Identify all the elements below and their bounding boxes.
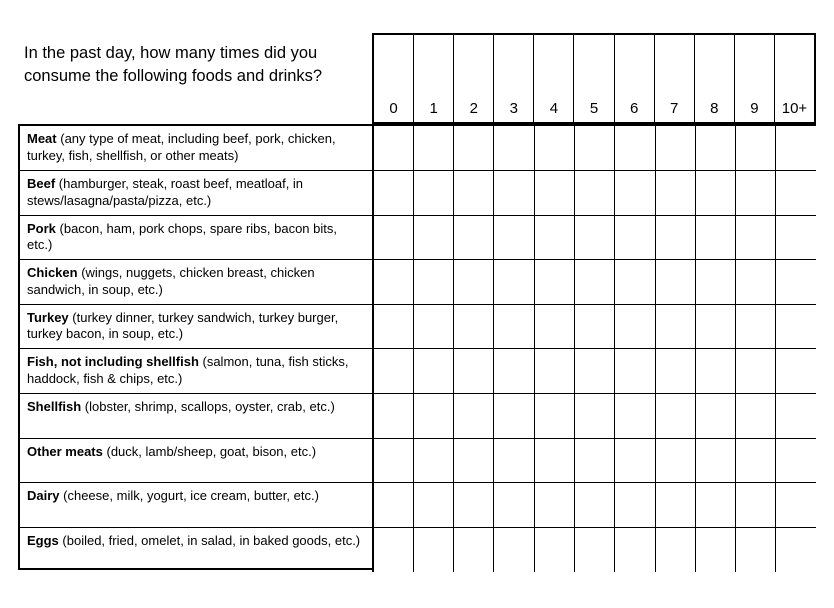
response-cell-2[interactable] <box>454 215 494 260</box>
response-cell-9[interactable] <box>736 304 776 349</box>
response-cell-7[interactable] <box>655 260 695 305</box>
response-cell-9[interactable] <box>736 394 776 439</box>
food-item-name: Shellfish <box>27 399 82 415</box>
food-item-label <box>20 394 373 439</box>
food-item-label <box>20 483 373 528</box>
response-cell-9[interactable] <box>736 215 776 260</box>
food-item-name: Chicken <box>27 265 78 281</box>
response-cell-10plus[interactable] <box>776 304 816 349</box>
response-cell-4[interactable] <box>534 304 574 349</box>
response-cell-8[interactable] <box>695 349 735 394</box>
response-cell-1[interactable] <box>413 483 453 528</box>
response-cell-8[interactable] <box>695 483 735 528</box>
food-item-label <box>20 527 373 572</box>
response-cell-10plus[interactable] <box>776 126 816 171</box>
response-cell-6[interactable] <box>615 438 655 483</box>
response-cell-7[interactable] <box>655 215 695 260</box>
food-item-label <box>20 304 373 349</box>
response-cell-5[interactable] <box>574 126 614 171</box>
response-cell-5[interactable] <box>574 527 614 572</box>
response-cell-10plus[interactable] <box>776 483 816 528</box>
response-cell-7[interactable] <box>655 483 695 528</box>
response-cell-1[interactable] <box>413 438 453 483</box>
food-item-label <box>20 438 373 483</box>
response-cell-3[interactable] <box>494 126 534 171</box>
response-cell-1[interactable] <box>413 260 453 305</box>
response-cell-2[interactable] <box>454 171 494 216</box>
scale-header <box>372 33 816 124</box>
scale-column-header-6: 6 <box>615 35 655 122</box>
food-item-examples: (lobster, shrimp, scallops, oyster, crab, etc.) <box>81 399 335 415</box>
response-cell-0[interactable] <box>373 438 413 483</box>
response-cell-0[interactable] <box>373 126 413 171</box>
response-cell-0[interactable] <box>373 304 413 349</box>
table-row <box>20 438 816 483</box>
response-cell-9[interactable] <box>736 483 776 528</box>
response-cell-6[interactable] <box>615 260 655 305</box>
food-item-examples: (duck, lamb/sheep, goat, bison, etc.) <box>102 443 317 459</box>
response-cell-10plus[interactable] <box>776 260 816 305</box>
response-cell-3[interactable] <box>494 527 534 572</box>
response-cell-10plus[interactable] <box>776 215 816 260</box>
response-cell-3[interactable] <box>494 349 534 394</box>
food-item-examples: (salmon, tuna, fish sticks, haddock, fish & chips, etc.) <box>27 354 349 386</box>
food-item-name: Meat <box>27 131 57 146</box>
food-item-name: Other meats <box>27 443 103 459</box>
food-item-name: Fish, not including shellfish <box>27 354 199 370</box>
response-cell-5[interactable] <box>574 438 614 483</box>
response-cell-6[interactable] <box>615 483 655 528</box>
response-cell-4[interactable] <box>534 527 574 572</box>
response-cell-2[interactable] <box>454 260 494 305</box>
table-row <box>20 304 816 349</box>
response-cell-9[interactable] <box>736 438 776 483</box>
response-cell-3[interactable] <box>494 438 534 483</box>
response-cell-8[interactable] <box>695 260 735 305</box>
response-cell-8[interactable] <box>695 126 735 171</box>
food-item-examples: (bacon, ham, pork chops, spare ribs, bacon bits, etc.) <box>27 220 337 253</box>
response-cell-0[interactable] <box>373 215 413 260</box>
response-cell-7[interactable] <box>655 304 695 349</box>
response-cell-10plus[interactable] <box>776 349 816 394</box>
response-cell-6[interactable] <box>615 304 655 349</box>
response-cell-4[interactable] <box>534 438 574 483</box>
response-cell-5[interactable] <box>574 304 614 349</box>
response-cell-7[interactable] <box>655 394 695 439</box>
response-cell-7[interactable] <box>655 349 695 394</box>
response-cell-6[interactable] <box>615 126 655 171</box>
response-cell-10plus[interactable] <box>776 171 816 216</box>
response-cell-5[interactable] <box>574 171 614 216</box>
question-prompt: In the past day, how many times did you consume the following foods and drinks? <box>24 44 323 85</box>
table-row <box>20 260 816 305</box>
response-cell-2[interactable] <box>454 304 494 349</box>
response-cell-8[interactable] <box>695 527 735 572</box>
response-cell-3[interactable] <box>494 394 534 439</box>
response-cell-9[interactable] <box>736 527 776 572</box>
response-cell-2[interactable] <box>454 438 494 483</box>
response-cell-10plus[interactable] <box>776 527 816 572</box>
food-item-examples: (hamburger, steak, roast beef, meatloaf, in stews/lasagna/pasta/pizza, etc.) <box>27 176 304 208</box>
response-cell-3[interactable] <box>494 304 534 349</box>
table-row <box>20 215 816 260</box>
response-cell-4[interactable] <box>534 394 574 439</box>
response-cell-6[interactable] <box>615 527 655 572</box>
table-row <box>20 394 816 439</box>
response-cell-0[interactable] <box>373 260 413 305</box>
response-cell-0[interactable] <box>373 394 413 439</box>
response-cell-5[interactable] <box>574 260 614 305</box>
table-row <box>20 171 816 216</box>
response-cell-7[interactable] <box>655 527 695 572</box>
food-item-label <box>20 171 373 216</box>
table-row <box>20 126 816 171</box>
response-cell-5[interactable] <box>574 483 614 528</box>
response-cell-8[interactable] <box>695 438 735 483</box>
food-item-name: Turkey <box>27 309 69 325</box>
response-table-body <box>20 126 816 572</box>
response-cell-4[interactable] <box>534 171 574 216</box>
response-cell-5[interactable] <box>574 215 614 260</box>
response-cell-3[interactable] <box>494 260 534 305</box>
response-cell-8[interactable] <box>695 171 735 216</box>
response-cell-4[interactable] <box>534 215 574 260</box>
response-cell-6[interactable] <box>615 394 655 439</box>
response-cell-1[interactable] <box>413 304 453 349</box>
food-item-label <box>20 126 373 171</box>
scale-column-header-4: 4 <box>534 35 574 122</box>
food-item-name: Beef <box>27 176 56 192</box>
response-cell-1[interactable] <box>413 171 453 216</box>
scale-column-header-10plus: 10+ <box>781 100 808 117</box>
response-cell-7[interactable] <box>655 126 695 171</box>
response-cell-9[interactable] <box>736 126 776 171</box>
response-cell-6[interactable] <box>615 215 655 260</box>
table-row <box>20 483 816 528</box>
scale-column-header-7: 7 <box>655 35 695 122</box>
response-cell-6[interactable] <box>615 349 655 394</box>
response-cell-4[interactable] <box>534 260 574 305</box>
response-cell-5[interactable] <box>574 394 614 439</box>
response-cell-2[interactable] <box>454 527 494 572</box>
table-row <box>20 349 816 394</box>
response-cell-8[interactable] <box>695 394 735 439</box>
response-cell-4[interactable] <box>534 349 574 394</box>
response-cell-8[interactable] <box>695 215 735 260</box>
response-cell-8[interactable] <box>695 304 735 349</box>
response-cell-0[interactable] <box>373 483 413 528</box>
response-cell-7[interactable] <box>655 171 695 216</box>
food-item-name: Pork <box>27 220 56 236</box>
response-cell-3[interactable] <box>494 171 534 216</box>
response-cell-7[interactable] <box>655 438 695 483</box>
response-cell-4[interactable] <box>534 483 574 528</box>
response-cell-10plus[interactable] <box>776 438 816 483</box>
response-cell-9[interactable] <box>736 260 776 305</box>
response-cell-10plus[interactable] <box>776 394 816 439</box>
response-cell-1[interactable] <box>413 527 453 572</box>
food-item-label <box>20 215 373 260</box>
response-cell-1[interactable] <box>413 394 453 439</box>
scale-column-header-2: 2 <box>454 35 494 122</box>
response-cell-1[interactable] <box>413 349 453 394</box>
food-item-label <box>20 260 373 305</box>
food-item-examples: (cheese, milk, yogurt, ice cream, butter, etc.) <box>59 488 319 504</box>
response-cell-0[interactable] <box>373 349 413 394</box>
scale-column-header-3: 3 <box>494 35 534 122</box>
food-item-examples: (boiled, fried, omelet, in salad, in baked goods, etc.) <box>58 532 361 548</box>
response-cell-1[interactable] <box>413 215 453 260</box>
scale-column-header-9: 9 <box>735 35 775 122</box>
response-cell-3[interactable] <box>494 483 534 528</box>
response-cell-3[interactable] <box>494 215 534 260</box>
response-cell-9[interactable] <box>736 349 776 394</box>
response-cell-4[interactable] <box>534 126 574 171</box>
response-cell-2[interactable] <box>454 394 494 439</box>
response-cell-5[interactable] <box>574 349 614 394</box>
food-item-name: Eggs <box>27 532 59 548</box>
food-item-name: Dairy <box>27 488 60 504</box>
food-item-examples: (turkey dinner, turkey sandwich, turkey burger, turkey bacon, in soup, etc.) <box>27 309 339 342</box>
response-cell-0[interactable] <box>373 171 413 216</box>
response-cell-1[interactable] <box>413 126 453 171</box>
food-item-label <box>20 349 373 394</box>
response-cell-0[interactable] <box>373 527 413 572</box>
table-row <box>20 527 816 572</box>
response-cell-2[interactable] <box>454 126 494 171</box>
food-item-examples: (wings, nuggets, chicken breast, chicken sandwich, in soup, etc.) <box>27 265 315 297</box>
scale-column-header-5: 5 <box>574 35 614 122</box>
response-cell-9[interactable] <box>736 171 776 216</box>
food-item-examples: (any type of meat, including beef, pork, chicken, turkey, fish, shellfish, or other meats) <box>27 131 336 163</box>
response-table-inner <box>20 126 816 572</box>
scale-column-header-1: 1 <box>414 35 454 122</box>
response-table <box>18 124 816 570</box>
scale-column-header-0: 0 <box>374 35 414 122</box>
scale-column-header-8: 8 <box>695 35 735 122</box>
response-cell-6[interactable] <box>615 171 655 216</box>
response-cell-2[interactable] <box>454 349 494 394</box>
response-cell-2[interactable] <box>454 483 494 528</box>
